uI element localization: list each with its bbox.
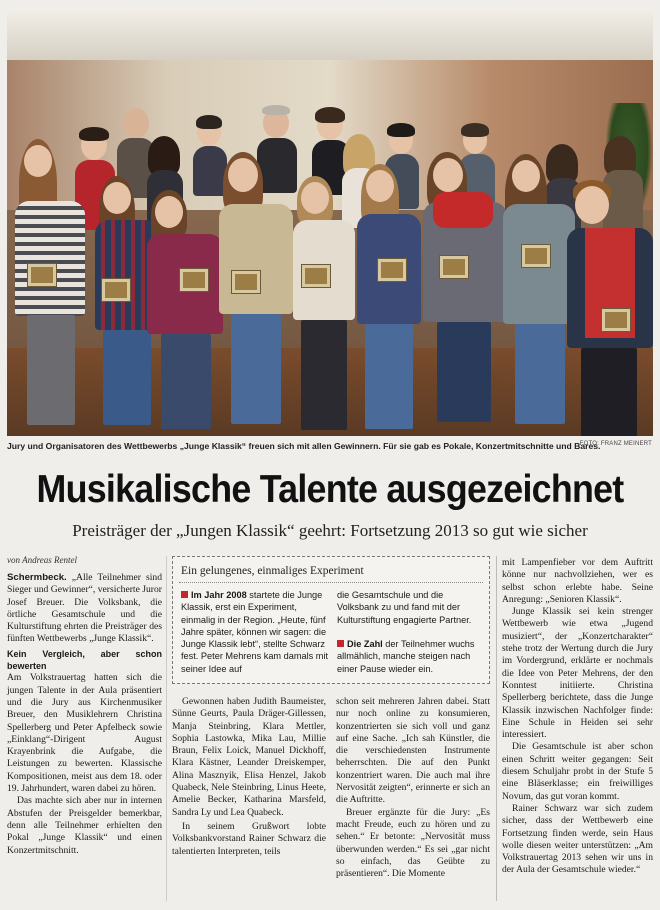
info-box: [172, 556, 490, 684]
info-text: die Gesamtschule und die Volksbank zu und fand mit der Kulturstiftung engagierte Partner.: [337, 590, 472, 625]
certificate-5: [301, 264, 331, 288]
photo-caption: Jury und Organisatoren des Wettbewerbs „Junge Klassik“ freuen sich mit allen Gewinnern. Für sie gab es Pokale, Konzertmitschnitte und Bares.: [7, 441, 601, 451]
info-text: der Teilnehmer wuchs allmählich, manche steigen nach einer Pause wieder ein.: [337, 639, 475, 674]
article-column-2: [172, 696, 326, 858]
paragraph: In seinem Grußwort lobte Volksbankvorstand Rainer Schwarz die talentierten Interpreten, teils: [172, 820, 326, 857]
paragraph: Das machte sich aber nur in internen Abstufen der Preisgelder bemerkbar, denn alle Teilnehmer erhielten den Pokal „Junge Klassik“ und einen Konzertmitschnitt.: [7, 795, 162, 856]
bullet-icon: [181, 591, 188, 598]
info-text: startete die Junge Klassik, erst ein Experiment, einmalig in der Region. „Heute, fünf Jahre später, können wir sagen: die Junge Klassik lebt“, stellte Schwarz fest. Peter Mehrens kam damals mit seiner Idee auf: [181, 590, 329, 674]
photo-ceiling: [7, 8, 653, 60]
paragraph: [7, 572, 162, 646]
paragraph: Gewonnen haben Judith Baumeister, Sünne Geurts, Paula Dräger-Gillessen, Manja Steinbring, Klara Mettler, Sophia Lastowka, Mika Lau, Millie Braun, Felix Loick, Manuel Dickhoff, Klara Kästner, Leander Dreiskemper, Alina Masznyik, Elisa Henzel, Jakob Quabeck, Nele Steinbring, Linus Heete, Amelie Becker, Katharina Marsfeld, Sandra Ly und Lea Quabeck.: [172, 696, 326, 818]
certificate-2: [101, 278, 131, 302]
subheading: Kein Vergleich, aber schon bewerten: [7, 648, 162, 672]
column-divider: [166, 556, 167, 901]
author-byline: von Andreas Rentel: [7, 555, 77, 565]
info-lead: Im Jahr 2008: [191, 590, 247, 600]
paragraph: Junge Klassik sei kein strenger Wettbewerb wie etwa „Jugend musiziert“, der „Konzertcharakter“ stehe trotz der Wertung durch die Jury im Vordergrund, erklärte er nochmals die Idee von Peter Mehrens, der den Konntest initiierte. Christina Spellerberg berichtete, dass die Junge Klassik inzwischen Nachfolger finde: Eine Schule in Heiden sei sehr interessiert.: [502, 606, 653, 741]
photo-credit: FOTO: FRANZ MEINERT: [579, 441, 652, 447]
paragraph: Die Gesamtschule ist aber schon einen Schritt weiter gegangen: Seit diesem Schuljahr probt in der Stufe 5 eine Bläserklasse; ein freiwilliges Novum, das gut voran kommt.: [502, 741, 653, 802]
certificate-9: [601, 308, 631, 332]
subheadline: Preisträger der „Jungen Klassik“ geehrt: Fortsetzung 2013 so gut wie sicher: [72, 521, 588, 540]
column-divider: [496, 556, 497, 901]
paragraph: Rainer Schwarz war sich zudem sicher, dass der Wettbewerb eine Fortsetzung finden werde, sein Haus wolle diesen weiter unterstützen: „Am Volkstrauertag 2013 sehen wir uns in der Aula der Gesamtschule wieder.“: [502, 802, 653, 876]
paragraph-text: „Alle Teilnehmer sind Sieger und Gewinner“, versicherte Juror Josef Breuer. Die Volksbank, die örtliche Gesamtschule und die Kulturstiftung ehrten die Preisträger des fünften Wettbewerbs „Junge Klassik“.: [7, 572, 162, 645]
article-column-4: [502, 557, 653, 877]
info-box-right: [337, 589, 485, 675]
article-column-1: [7, 572, 162, 857]
certificate-8: [521, 244, 551, 268]
certificate-4: [231, 270, 261, 294]
certificate-3: [179, 268, 209, 292]
paragraph: Breuer ergänzte für die Jury: „Es macht Freude, euch zu hören und zu sehen.“ Er betonte: „Nervosität muss überwunden werden.“ Es sei „gar nicht so einfach, das Geübte zu präsentieren“. Die Momente: [336, 806, 490, 880]
info-lead: Die Zahl: [347, 639, 383, 650]
certificate-7: [439, 255, 469, 279]
paragraph: Am Volkstrauertag hatten sich die jungen Talente in der Aula präsentiert und die Jury aus Kirchenmusiker Breuer, den Musiklehrern Christina Spellerberg und Peter Apfelbeck sowie „Einklang“-Dirigent August Krayenbrink die Aufgabe, die Leistungen zu bewerten. Klassische Kompositionen, meist aus dem 18. oder 19. Jahrhundert, waren dabei zu hören.: [7, 672, 162, 795]
certificate-6: [377, 258, 407, 282]
paragraph: schon seit mehreren Jahren dabei. Statt nur noch online zu konsumieren, konzentrierten sie sich voll und ganz auf eine Sache. „Ich sah Künstler, die die verschiedensten Instrumente beherrschten. Die auf den Punkt konzentriert waren. Die auch mal ihre Nervosität zeigten“, erinnerte er sich an die Auftritte.: [336, 696, 490, 806]
headline: Musikalische Talente ausgezeichnet: [36, 468, 624, 511]
dateline: Schermbeck.: [7, 572, 67, 583]
info-box-left: [181, 589, 329, 675]
certificate-1: [27, 263, 57, 287]
bullet-icon: [337, 640, 344, 647]
group-photo: [7, 8, 653, 436]
info-box-rule: [179, 582, 483, 583]
info-box-title: Ein gelungenes, einmaliges Experiment: [181, 565, 364, 577]
article-column-3: [336, 696, 490, 880]
paragraph: mit Lampenfieber vor dem Auftritt könne nur nachvollziehen, wer es selbst schon erlebte habe. Seine Anregung: „Senioren Klassik“.: [502, 557, 653, 605]
